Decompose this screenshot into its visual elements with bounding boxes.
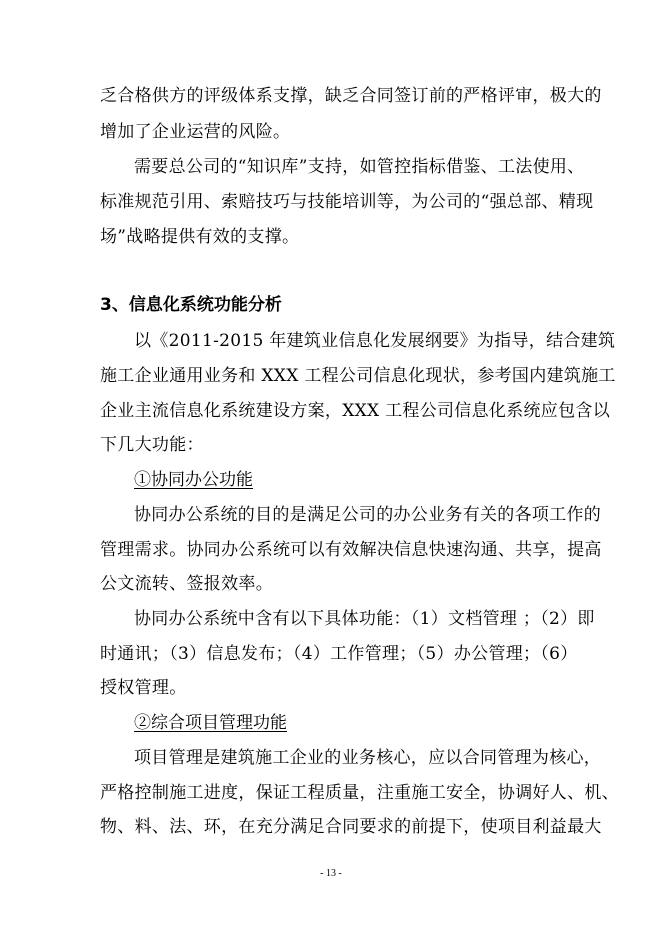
paragraph-2-line-1: 需要总公司的“知识库”支持，如管控指标借鉴、工法使用、: [134, 157, 585, 177]
paragraph-6-line-1: 项目管理是建筑施工企业的业务核心，应以合同管理为核心，: [134, 748, 602, 768]
subheading-collaborative-office: ①协同办公功能: [134, 470, 253, 490]
paragraph-1-line-1: 乏合格供方的评级体系支撑，缺乏合同签订前的严格评审，极大的: [100, 86, 602, 106]
paragraph-1-line-2: 增加了企业运营的风险。: [100, 122, 291, 142]
paragraph-3-line-2: 施工企业通用业务和 XXX 工程公司信息化现状，参考国内建筑施工: [100, 366, 616, 386]
paragraph-4-line-1: 协同办公系统的目的是满足公司的办公业务有关的各项工作的: [134, 505, 602, 525]
paragraph-3-line-3: 企业主流信息化系统建设方案，XXX 工程公司信息化系统应包含以: [100, 401, 611, 421]
paragraph-2-line-2: 标准规范引用、索赔技巧与技能培训等，为公司的“强总部、精现: [100, 192, 594, 212]
paragraph-5-line-1: 协同办公系统中含有以下具体功能：（1）文档管理 ；（2）即: [134, 609, 595, 629]
subheading-project-management: ②综合项目管理功能: [134, 713, 287, 733]
paragraph-5-line-2: 时通讯；（3）信息发布；（4）工作管理；（5）办公管理；（6）: [100, 644, 578, 664]
paragraph-6-line-2: 严格控制施工进度，保证工程质量，注重施工安全，协调好人、机、: [100, 783, 619, 803]
paragraph-4-line-2: 管理需求。协同办公系统可以有效解决信息快速沟通、共享，提高: [100, 540, 602, 560]
paragraph-6-line-3: 物、料、法、环，在充分满足合同要求的前提下，使项目利益最大: [100, 817, 602, 837]
paragraph-3-line-1: 以《2011-2015 年建筑业信息化发展纲要》为指导，结合建筑: [134, 331, 616, 351]
paragraph-3-line-4: 下几大功能：: [100, 435, 204, 455]
page-number: - 13 -: [320, 868, 342, 879]
paragraph-2-line-3: 场”战略提供有效的支撑。: [100, 227, 300, 247]
paragraph-5-line-3: 授权管理。: [100, 678, 187, 698]
paragraph-4-line-3: 公文流转、签报效率。: [100, 574, 273, 594]
section-heading: 3、信息化系统功能分析: [100, 295, 282, 315]
